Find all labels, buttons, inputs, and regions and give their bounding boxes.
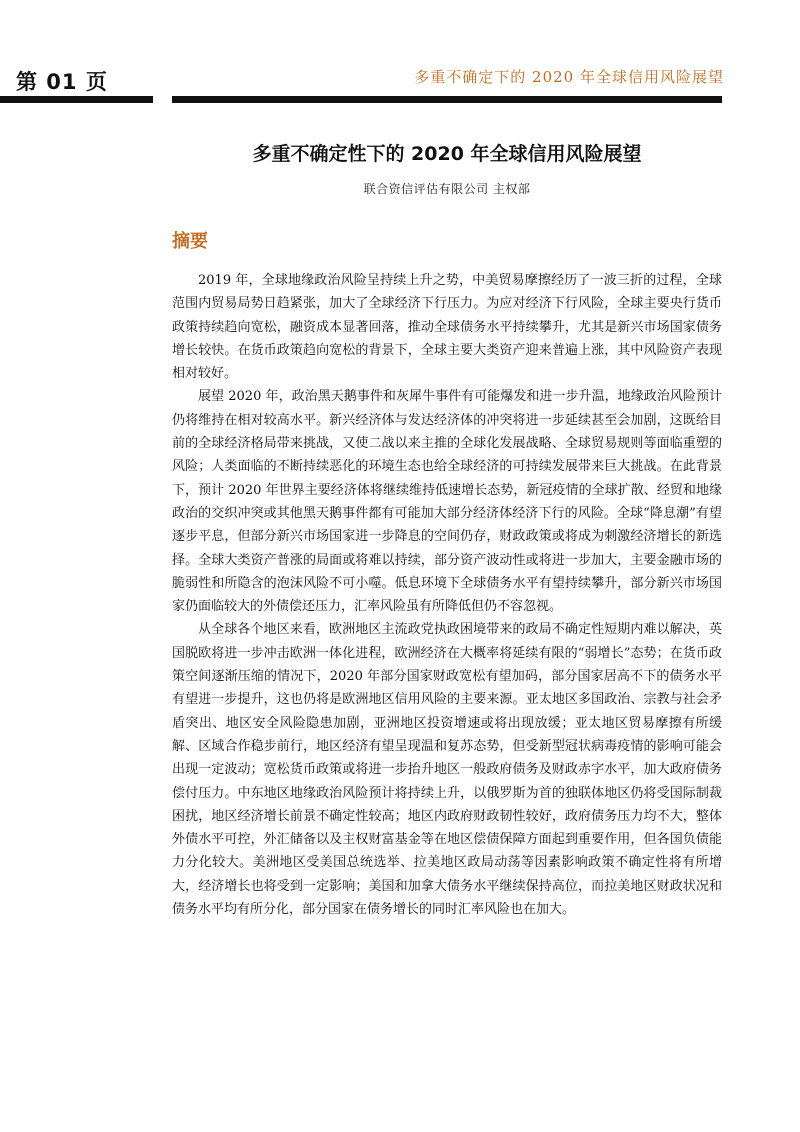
abstract-paragraph-2: 展望 2020 年，政治黑天鹅事件和灰犀牛事件有可能爆发和进一步升温，地缘政治风险预计仍将维持在相对较高水平。新兴经济体与发达经济体的冲突将进一步延续甚至会加剧，这既给目前的全球经济格局带来挑战，又使二战以来主推的全球化发展战略、全球贸易规则等面临重塑的风险；人类面临的不断持续恶化的环境生态也给全球经济的可持续发展带来巨大挑战。在此背景下，预计 2020 年世界主要经济体将继续维持低速增长态势，新冠疫情的全球扩散、经贸和地缘政治的交织冲突或其他黑天鹅事件都有可能加大部分经济体经济下行的风险。全球“降息潮”有望逐步平息，但部分新兴市场国家进一步降息的空间仍存，财政政策或将成为刺激经济增长的新选择。全球大类资产普涨的局面或将难以持续，部分资产波动性或将进一步加大，主要金融市场的脆弱性和所隐含的泡沫风险不可小噬。低息环境下全球债务水平有望持续攀升，部分新兴市场国家仍面临较大的外债偿还压力，汇率风险虽有所降低但仍不容忽视。 — [172, 389, 722, 615]
abstract-body — [172, 269, 722, 921]
abstract-paragraph-3: 从全球各个地区来看，欧洲地区主流政党执政困境带来的政局不确定性短期内难以解决，英国脱欧将进一步冲击欧洲一体化进程，欧洲经济在大概率将延续有限的“弱增长”态势；在货币政策空间逐渐压缩的情况下，2020 年部分国家财政宽松有望加码，部分国家居高不下的债务水平有望进一步提升，这也仍将是欧洲地区信用风险的主要来源。亚太地区多国政治、宗教与社会矛盾突出、地区安全风险隐患加剧，亚洲地区投资增速或将出现放缓；亚太地区贸易摩擦有所缓解、区域合作稳步前行，地区经济有望呈现温和复苏态势，但受新型冠状病毒疫情的影响可能会出现一定波动；宽松货币政策或将进一步抬升地区一般政府债务及财政赤字水平，加大政府债务偿付压力。中东地区地缘政治风险预计将持续上升，以俄罗斯为首的独联体地区仍将受国际制裁困扰，地区经济增长前景不确定性较高；地区内政府财政韧性较好，政府债务压力均不大，整体外债水平可控，外汇储备以及主权财富基金等在地区偿债保障方面起到重要作用，但各国负债能力分化较大。美洲地区受美国总统选举、拉美地区政局动荡等因素影响政策不确定性将有所增大，经济增长也将受到一定影响；美国和加拿大债务水平继续保持高位，而拉美地区财政状况和债务水平均有所分化，部分国家在债务增长的同时汇率风险也在加大。 — [172, 622, 722, 918]
abstract-heading: 摘要 — [172, 231, 208, 252]
document-title: 多重不确定性下的 2020 年全球信用风险展望 — [252, 143, 642, 165]
running-header-title: 多重不确定下的 2020 年全球信用风险展望 — [414, 68, 724, 86]
page-number: 第 01 页 — [16, 70, 108, 94]
abstract-paragraph-1: 2019 年，全球地缘政治风险呈持续上升之势，中美贸易摩擦经历了一波三折的过程，全球范围内贸易局势日趋紧张，加大了全球经济下行压力。为应对经济下行风险，全球主要央行货币政策持续趋向宽松，融资成本显著回落，推动全球债务水平持续攀升，尤其是新兴市场国家债务增长较快。在货币政策趋向宽松的背景下，全球主要大类资产迎来普遍上涨，其中风险资产表现相对较好。 — [172, 273, 722, 382]
document-author: 联合资信评估有限公司 主权部 — [363, 182, 531, 196]
header-rule-right — [172, 96, 722, 103]
header-rule-left — [0, 96, 153, 103]
